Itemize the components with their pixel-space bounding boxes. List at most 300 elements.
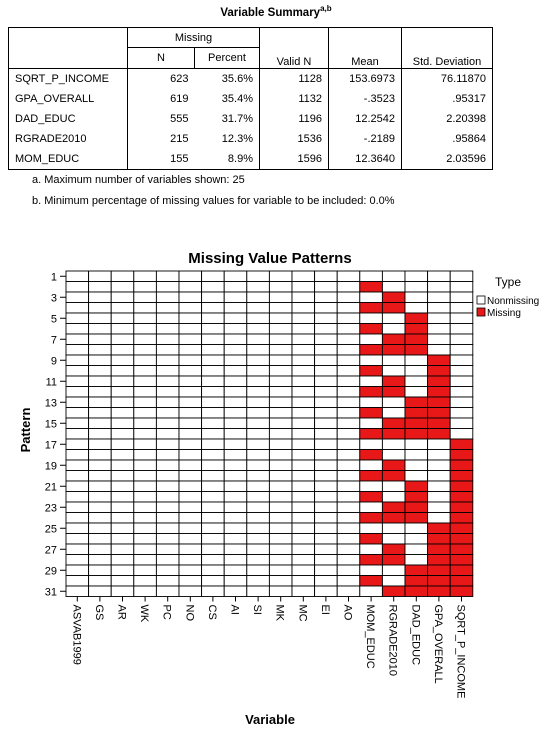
cell-nonmissing: [382, 366, 405, 377]
cell-nonmissing: [337, 303, 360, 314]
cell-nonmissing: [156, 397, 179, 408]
cell-nonmissing: [134, 345, 157, 356]
cell-nonmissing: [66, 471, 89, 482]
cell-missing: [360, 576, 383, 587]
cell-nonmissing: [111, 555, 134, 566]
cell-nonmissing: [89, 544, 112, 555]
cell-nonmissing: [156, 313, 179, 324]
cell-nonmissing: [66, 313, 89, 324]
cell-nonmissing: [247, 471, 270, 482]
cell-nonmissing: [315, 387, 338, 398]
cell-nonmissing: [315, 292, 338, 303]
cell-nonmissing: [89, 450, 112, 461]
cell-missing: [428, 576, 451, 587]
cell-nonmissing: [89, 334, 112, 345]
cell-missing: [450, 460, 473, 471]
cell-nonmissing: [382, 408, 405, 419]
cell-nonmissing: [247, 397, 270, 408]
cell-nonmissing: [134, 471, 157, 482]
cell-nonmissing: [315, 418, 338, 429]
cell-missing: [382, 387, 405, 398]
cell-nonmissing: [134, 460, 157, 471]
x-tick-label: GPA_OVERALL: [431, 604, 444, 684]
cell-n: 623: [170, 73, 189, 85]
cell-nonmissing: [89, 429, 112, 440]
cell-nonmissing: [292, 418, 315, 429]
cell-nonmissing: [247, 271, 270, 282]
y-tick-label: 11: [45, 376, 57, 389]
cell-nonmissing: [156, 366, 179, 377]
cell-nonmissing: [269, 324, 292, 335]
legend-swatch-missing: [477, 308, 485, 316]
cell-nonmissing: [89, 418, 112, 429]
cell-missing: [405, 397, 428, 408]
cell-nonmissing: [405, 460, 428, 471]
cell-nonmissing: [202, 534, 225, 545]
cell-missing: [382, 303, 405, 314]
cell-nonmissing: [315, 303, 338, 314]
cell-nonmissing: [111, 418, 134, 429]
x-tick-label: SI: [251, 604, 264, 615]
cell-nonmissing: [179, 387, 202, 398]
cell-nonmissing: [337, 555, 360, 566]
cell-nonmissing: [360, 460, 383, 471]
cell-nonmissing: [247, 544, 270, 555]
cell-nonmissing: [247, 324, 270, 335]
cell-nonmissing: [224, 544, 247, 555]
cell-nonmissing: [315, 576, 338, 587]
cell-nonmissing: [269, 397, 292, 408]
pattern-grid: [66, 271, 473, 597]
cell-nonmissing: [89, 355, 112, 366]
cell-nonmissing: [247, 292, 270, 303]
cell-nonmissing: [405, 387, 428, 398]
cell-std-deviation: 2.20398: [446, 113, 486, 125]
cell-missing: [382, 555, 405, 566]
cell-std-deviation: 76.11870: [440, 73, 486, 85]
cell-missing: [450, 544, 473, 555]
y-axis-label: Pattern: [18, 407, 33, 453]
cell-nonmissing: [66, 439, 89, 450]
cell-nonmissing: [202, 282, 225, 293]
cell-nonmissing: [247, 586, 270, 597]
cell-nonmissing: [292, 586, 315, 597]
cell-nonmissing: [111, 534, 134, 545]
cell-nonmissing: [269, 292, 292, 303]
y-tick-label: 21: [44, 481, 57, 494]
cell-nonmissing: [156, 324, 179, 335]
x-tick-label: ASVAB1999: [70, 604, 83, 665]
y-tick-label: 25: [44, 523, 57, 536]
cell-nonmissing: [292, 450, 315, 461]
x-tick-label: PC: [160, 604, 173, 620]
cell-nonmissing: [450, 418, 473, 429]
cell-nonmissing: [179, 513, 202, 524]
cell-nonmissing: [382, 565, 405, 576]
cell-nonmissing: [134, 387, 157, 398]
cell-nonmissing: [450, 376, 473, 387]
cell-nonmissing: [292, 355, 315, 366]
cell-nonmissing: [224, 523, 247, 534]
cell-nonmissing: [66, 450, 89, 461]
cell-nonmissing: [315, 502, 338, 513]
cell-nonmissing: [315, 439, 338, 450]
y-tick-label: 19: [44, 460, 57, 473]
cell-nonmissing: [337, 376, 360, 387]
cell-nonmissing: [292, 282, 315, 293]
cell-nonmissing: [202, 397, 225, 408]
cell-missing: [382, 334, 405, 345]
cell-std-deviation: .95317: [452, 93, 486, 105]
cell-nonmissing: [111, 481, 134, 492]
cell-nonmissing: [247, 355, 270, 366]
cell-nonmissing: [156, 334, 179, 345]
cell-nonmissing: [337, 565, 360, 576]
cell-nonmissing: [450, 345, 473, 356]
cell-nonmissing: [179, 576, 202, 587]
cell-nonmissing: [156, 345, 179, 356]
cell-nonmissing: [111, 345, 134, 356]
cell-nonmissing: [269, 460, 292, 471]
cell-nonmissing: [382, 534, 405, 545]
cell-missing: [450, 502, 473, 513]
cell-nonmissing: [450, 271, 473, 282]
cell-nonmissing: [89, 460, 112, 471]
cell-missing: [405, 586, 428, 597]
cell-nonmissing: [450, 355, 473, 366]
cell-nonmissing: [156, 387, 179, 398]
cell-nonmissing: [156, 292, 179, 303]
cell-nonmissing: [156, 513, 179, 524]
cell-nonmissing: [269, 492, 292, 503]
cell-nonmissing: [315, 460, 338, 471]
cell-nonmissing: [156, 586, 179, 597]
legend-swatch-nonmissing: [477, 296, 485, 304]
x-tick-label: SQRT_P_INCOME: [454, 604, 467, 699]
cell-nonmissing: [89, 366, 112, 377]
cell-nonmissing: [111, 313, 134, 324]
cell-nonmissing: [202, 460, 225, 471]
summary-title-superscript: a,b: [320, 4, 332, 13]
cell-nonmissing: [224, 355, 247, 366]
cell-nonmissing: [66, 429, 89, 440]
cell-nonmissing: [405, 303, 428, 314]
cell-nonmissing: [66, 586, 89, 597]
cell-nonmissing: [382, 492, 405, 503]
cell-nonmissing: [450, 429, 473, 440]
cell-nonmissing: [337, 502, 360, 513]
cell-percent: 35.4%: [195, 89, 260, 109]
cell-nonmissing: [89, 282, 112, 293]
cell-nonmissing: [428, 450, 451, 461]
cell-nonmissing: [156, 303, 179, 314]
cell-missing: [360, 324, 383, 335]
cell-n: 215: [170, 133, 189, 145]
cell-missing: [405, 324, 428, 335]
cell-std-deviation: 2.03596: [446, 153, 486, 165]
cell-missing: [382, 429, 405, 440]
cell-missing: [360, 492, 383, 503]
cell-missing: [428, 355, 451, 366]
cell-nonmissing: [337, 418, 360, 429]
cell-nonmissing: [89, 271, 112, 282]
cell-nonmissing: [405, 471, 428, 482]
cell-nonmissing: [224, 555, 247, 566]
cell-nonmissing: [179, 313, 202, 324]
cell-nonmissing: [111, 450, 134, 461]
cell-nonmissing: [111, 292, 134, 303]
cell-nonmissing: [337, 324, 360, 335]
x-tick-label: AI: [228, 604, 241, 615]
row-variable: SQRT_P_INCOME: [9, 69, 128, 90]
cell-mean: 12.2542: [329, 109, 402, 129]
cell-mean: 12.3640: [329, 149, 402, 170]
cell-nonmissing: [405, 271, 428, 282]
cell-missing: [428, 366, 451, 377]
cell-nonmissing: [89, 565, 112, 576]
cell-nonmissing: [156, 282, 179, 293]
cell-nonmissing: [382, 450, 405, 461]
cell-nonmissing: [428, 460, 451, 471]
x-tick-label: MOM_EDUC: [364, 604, 377, 669]
cell-missing: [405, 576, 428, 587]
cell-missing: [428, 523, 451, 534]
cell-nonmissing: [111, 460, 134, 471]
cell-nonmissing: [179, 492, 202, 503]
cell-nonmissing: [269, 345, 292, 356]
cell-nonmissing: [315, 376, 338, 387]
cell-nonmissing: [315, 282, 338, 293]
legend-label-nonmissing: Nonmissing: [487, 296, 540, 307]
cell-nonmissing: [382, 271, 405, 282]
cell-nonmissing: [269, 471, 292, 482]
cell-nonmissing: [111, 439, 134, 450]
cell-nonmissing: [292, 460, 315, 471]
cell-missing: [450, 586, 473, 597]
x-tick-label: AR: [115, 604, 128, 620]
cell-nonmissing: [66, 334, 89, 345]
cell-nonmissing: [66, 418, 89, 429]
cell-nonmissing: [315, 271, 338, 282]
cell-nonmissing: [337, 576, 360, 587]
cell-nonmissing: [337, 492, 360, 503]
cell-nonmissing: [156, 376, 179, 387]
cell-nonmissing: [337, 429, 360, 440]
cell-nonmissing: [202, 513, 225, 524]
cell-nonmissing: [428, 292, 451, 303]
y-tick-label: 5: [50, 313, 57, 326]
cell-nonmissing: [337, 460, 360, 471]
col-header-percent: Percent: [195, 48, 260, 69]
cell-nonmissing: [360, 355, 383, 366]
cell-nonmissing: [224, 471, 247, 482]
cell-nonmissing: [111, 355, 134, 366]
cell-nonmissing: [134, 576, 157, 587]
cell-nonmissing: [405, 292, 428, 303]
cell-nonmissing: [405, 555, 428, 566]
cell-nonmissing: [360, 502, 383, 513]
cell-missing: [405, 429, 428, 440]
cell-nonmissing: [66, 271, 89, 282]
cell-nonmissing: [66, 576, 89, 587]
summary-title-text: Variable Summary: [220, 6, 321, 19]
cell-nonmissing: [66, 565, 89, 576]
cell-nonmissing: [405, 376, 428, 387]
cell-nonmissing: [315, 450, 338, 461]
cell-nonmissing: [337, 534, 360, 545]
cell-nonmissing: [292, 376, 315, 387]
cell-nonmissing: [111, 492, 134, 503]
cell-nonmissing: [337, 292, 360, 303]
cell-nonmissing: [337, 439, 360, 450]
cell-nonmissing: [224, 460, 247, 471]
cell-nonmissing: [292, 513, 315, 524]
cell-nonmissing: [428, 282, 451, 293]
cell-nonmissing: [292, 303, 315, 314]
cell-missing: [428, 397, 451, 408]
cell-nonmissing: [156, 355, 179, 366]
x-tick-label: WK: [138, 604, 151, 623]
cell-nonmissing: [202, 523, 225, 534]
y-tick-label: 9: [50, 355, 57, 368]
cell-nonmissing: [134, 282, 157, 293]
cell-nonmissing: [360, 523, 383, 534]
row-variable: MOM_EDUC: [9, 149, 128, 170]
cell-nonmissing: [382, 481, 405, 492]
cell-nonmissing: [156, 450, 179, 461]
cell-nonmissing: [269, 439, 292, 450]
cell-nonmissing: [66, 502, 89, 513]
cell-nonmissing: [134, 555, 157, 566]
cell-missing: [382, 460, 405, 471]
cell-nonmissing: [179, 565, 202, 576]
cell-missing: [382, 544, 405, 555]
cell-n: 555: [170, 113, 189, 125]
cell-missing: [428, 387, 451, 398]
cell-nonmissing: [66, 292, 89, 303]
cell-nonmissing: [360, 586, 383, 597]
cell-nonmissing: [360, 313, 383, 324]
cell-nonmissing: [202, 492, 225, 503]
cell-nonmissing: [156, 271, 179, 282]
row-variable: RGRADE2010: [9, 129, 128, 149]
cell-nonmissing: [315, 397, 338, 408]
cell-nonmissing: [179, 355, 202, 366]
cell-nonmissing: [202, 439, 225, 450]
cell-nonmissing: [360, 418, 383, 429]
cell-nonmissing: [292, 565, 315, 576]
cell-nonmissing: [66, 481, 89, 492]
cell-nonmissing: [247, 481, 270, 492]
x-tick-label: GS: [92, 604, 105, 621]
cell-nonmissing: [269, 387, 292, 398]
cell-missing: [405, 513, 428, 524]
cell-missing: [428, 544, 451, 555]
cell-missing: [405, 502, 428, 513]
cell-nonmissing: [202, 324, 225, 335]
cell-nonmissing: [202, 429, 225, 440]
cell-missing: [428, 565, 451, 576]
cell-nonmissing: [134, 513, 157, 524]
y-tick-label: 7: [50, 334, 57, 347]
cell-nonmissing: [134, 439, 157, 450]
cell-nonmissing: [428, 334, 451, 345]
cell-nonmissing: [269, 534, 292, 545]
cell-nonmissing: [111, 513, 134, 524]
x-tick-label: DAD_EDUC: [409, 604, 422, 666]
cell-nonmissing: [111, 271, 134, 282]
cell-nonmissing: [247, 408, 270, 419]
cell-nonmissing: [360, 292, 383, 303]
cell-nonmissing: [66, 376, 89, 387]
cell-nonmissing: [66, 460, 89, 471]
cell-missing: [360, 450, 383, 461]
cell-nonmissing: [66, 555, 89, 566]
cell-nonmissing: [269, 334, 292, 345]
cell-nonmissing: [224, 387, 247, 398]
cell-missing: [382, 418, 405, 429]
cell-nonmissing: [337, 481, 360, 492]
cell-nonmissing: [66, 366, 89, 377]
cell-nonmissing: [179, 439, 202, 450]
cell-percent: 31.7%: [195, 109, 260, 129]
cell-percent: 12.3%: [195, 129, 260, 149]
cell-nonmissing: [202, 471, 225, 482]
cell-nonmissing: [269, 313, 292, 324]
cell-nonmissing: [156, 544, 179, 555]
x-tick-label: CS: [205, 604, 218, 620]
cell-nonmissing: [111, 471, 134, 482]
footnote-b: b. Minimum percentage of missing values for variable to be included: 0.0%: [32, 195, 395, 207]
cell-nonmissing: [292, 576, 315, 587]
cell-missing: [405, 334, 428, 345]
cell-nonmissing: [89, 376, 112, 387]
cell-missing: [405, 492, 428, 503]
cell-nonmissing: [292, 408, 315, 419]
cell-nonmissing: [292, 292, 315, 303]
cell-missing: [360, 555, 383, 566]
cell-nonmissing: [66, 397, 89, 408]
cell-nonmissing: [89, 471, 112, 482]
cell-nonmissing: [134, 366, 157, 377]
cell-nonmissing: [315, 492, 338, 503]
cell-nonmissing: [134, 376, 157, 387]
cell-n: 619: [170, 93, 189, 105]
cell-nonmissing: [337, 355, 360, 366]
cell-nonmissing: [405, 355, 428, 366]
cell-nonmissing: [202, 334, 225, 345]
cell-nonmissing: [89, 292, 112, 303]
cell-nonmissing: [111, 397, 134, 408]
cell-nonmissing: [156, 523, 179, 534]
cell-percent: 35.6%: [195, 69, 260, 90]
cell-std-deviation: .95864: [452, 133, 486, 145]
cell-nonmissing: [224, 366, 247, 377]
cell-nonmissing: [337, 586, 360, 597]
cell-nonmissing: [202, 355, 225, 366]
cell-nonmissing: [202, 502, 225, 513]
cell-nonmissing: [179, 481, 202, 492]
cell-nonmissing: [315, 324, 338, 335]
cell-nonmissing: [179, 282, 202, 293]
cell-nonmissing: [66, 355, 89, 366]
cell-nonmissing: [315, 313, 338, 324]
cell-nonmissing: [202, 271, 225, 282]
cell-nonmissing: [134, 565, 157, 576]
cell-missing: [382, 586, 405, 597]
cell-nonmissing: [269, 429, 292, 440]
cell-nonmissing: [247, 303, 270, 314]
